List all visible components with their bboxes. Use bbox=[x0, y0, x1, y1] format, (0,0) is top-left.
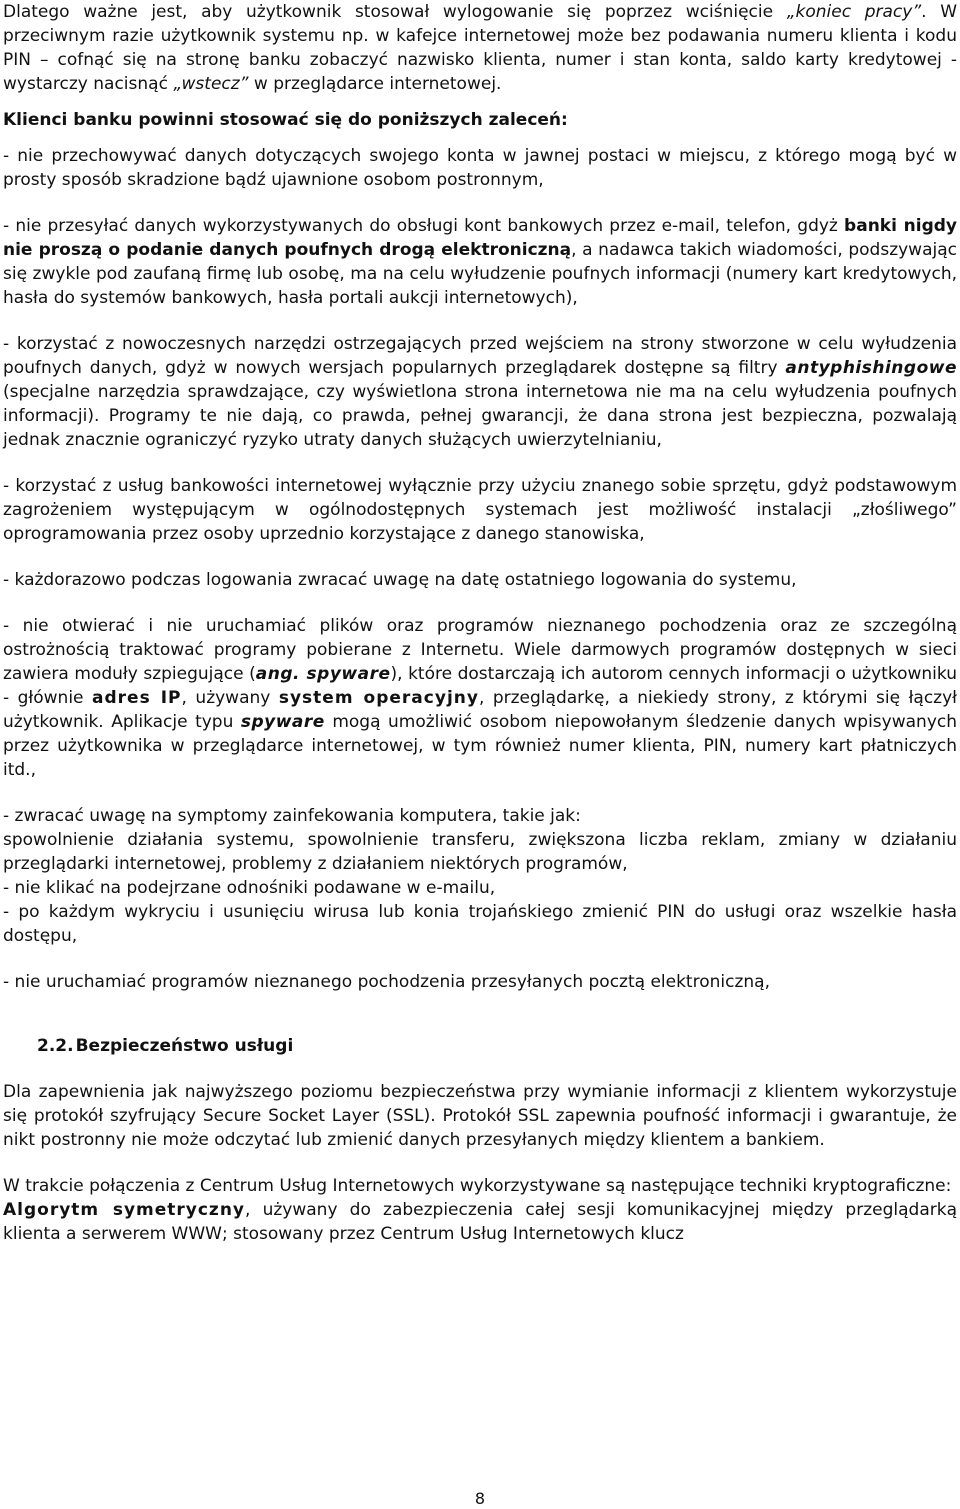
symptoms-list: spowolnienie działania systemu, spowolnienie transferu, zwiększona liczba reklam, zmiany w działaniu przeglądarki internetowej, problemy z działaniem niektórych programów, bbox=[3, 830, 957, 874]
text-run: . W przeciwnym razie użytkownik systemu np. w kafejce internetowej może bez podawania numeru klienta i kodu PIN – cofnąć się na stronę banku zobaczyć nazwisko klienta, numer i stan konta, saldo karty kredytowej - wystarczy nacisnąć bbox=[3, 2, 958, 94]
emphasis-adres-ip: adres IP bbox=[92, 688, 182, 708]
text-run: - nie otwierać i nie uruchamiać plików oraz programów nieznanego pochodzenia oraz ze szczególną ostrożnością traktować programy pobierane z Internetu. Wiele darmowych programów dostępnych w sieci zawiera moduły szpiegujące ( bbox=[3, 616, 957, 684]
paragraph-techniques: W trakcie połączenia z Centrum Usług Internetowych wykorzystywane są następujące techniki kryptograficzne: bbox=[3, 1176, 952, 1196]
text-run: ), które dostarczają ich autorom cennych informacji o użytkowniku - głównie bbox=[3, 664, 957, 708]
text-run: , przeglądarkę, a niekiedy strony, z którymi się łączył użytkownik. Aplikacje typu bbox=[3, 688, 958, 732]
text-run: - nie przesyłać danych wykorzystywanych do obsługi kont bankowych przez e-mail, telefon, gdyż bbox=[3, 216, 845, 236]
document-page bbox=[3, 0, 957, 1246]
text-run: mogą umożliwić osobom niepowołanym śledzenie danych wpisywanych przez użytkownika w przeglądarce internetowej, w tym również numer klienta, PIN, numery kart płatniczych itd., bbox=[3, 712, 958, 780]
quote-koniec-pracy: „koniec pracy” bbox=[786, 2, 922, 22]
text-run: (specjalne narzędzia sprawdzające, czy wyświetlona strona internetowa nie ma na celu wyłudzenia poufnych informacji). Programy te nie dają, co prawda, pełnej gwarancji, że dana strona jest bezpieczna, pozwalają jednak znacznie ograniczyć ryzyko utraty danych służących uwierzytelnianiu, bbox=[3, 382, 957, 450]
recommendation-item bbox=[3, 614, 957, 782]
text-run: , a nadawca takich wiadomości, podszywając się zwykle pod zaufaną firmę lub osobę, ma na celu wyłudzenie poufnych informacji (numery kart kredytowych, hasła do systemów bankowych, hasła portali aukcji internetowych), bbox=[3, 240, 957, 308]
recommendation-item bbox=[3, 332, 957, 452]
section-heading bbox=[37, 1034, 957, 1058]
recommendation-subitem: - nie klikać na podejrzane odnośniki podawane w e-mailu, bbox=[3, 878, 496, 898]
page-number: 8 bbox=[474, 1489, 486, 1508]
recommendation-subitem: - po każdym wykryciu i usunięciu wirusa lub konia trojańskiego zmienić PIN do usługi oraz wszelkie hasła dostępu, bbox=[3, 902, 957, 946]
emphasis-system-operacyjny: system operacyjny bbox=[278, 688, 479, 708]
recommendation-item: - zwracać uwagę na symptomy zainfekowania komputera, takie jak: bbox=[3, 806, 581, 826]
paragraph-logout bbox=[3, 0, 957, 96]
text-run: Dlatego ważne jest, aby użytkownik stosował wylogowanie się poprzez wciśnięcie bbox=[3, 2, 787, 22]
recommendation-item: - nie uruchamiać programów nieznanego pochodzenia przesyłanych pocztą elektroniczną, bbox=[3, 972, 770, 992]
emphasis-antyphishingowe: antyphishingowe bbox=[785, 358, 957, 378]
recommendation-item: - każdorazowo podczas logowania zwracać uwagę na datę ostatniego logowania do systemu, bbox=[3, 570, 797, 590]
paragraph-symmetric bbox=[3, 1198, 957, 1246]
paragraph-ssl: Dla zapewnienia jak najwyższego poziomu bezpieczeństwa przy wymianie informacji z klientem wykorzystuje się protokół szyfrujący Secure Socket Layer (SSL). Protokół SSL zapewnia poufność informacji i gwarantuje, że nikt postronny nie może odczytać lub zmienić danych przesyłanych między klientem a bankiem. bbox=[3, 1082, 957, 1150]
emphasis-banks-never-ask: banki nigdy nie proszą o podanie danych poufnych drogą elektroniczną bbox=[3, 216, 957, 260]
text-run: , używany do zabezpieczenia całej sesji komunikacyjnej między przeglądarką klienta a serwerem WWW; stosowany przez Centrum Usług Internetowych klucz bbox=[3, 1200, 957, 1244]
recommendation-item: - korzystać z usług bankowości internetowej wyłącznie przy użyciu znanego sobie sprzętu, gdyż podstawowym zagrożeniem występującym w ogólnodostępnych systemach jest możliwość instalacji „złośliwego” oprogramowania przez osoby uprzednio korzystające z danego stanowiska, bbox=[3, 476, 957, 544]
text-run: w przeglądarce internetowej. bbox=[248, 74, 502, 94]
emphasis-spyware: spyware bbox=[240, 712, 325, 732]
emphasis-algorytm-symetryczny: Algorytm symetryczny bbox=[3, 1200, 246, 1220]
section-title: Bezpieczeństwo usługi bbox=[75, 1036, 294, 1056]
section-number: 2.2. bbox=[37, 1036, 74, 1056]
recommendation-item bbox=[3, 214, 957, 310]
recommendation-item: - nie przechowywać danych dotyczących swojego konta w jawnej postaci w miejscu, z którego mogą być w prosty sposób skradzione bądź ujawnione osobom postronnym, bbox=[3, 146, 957, 190]
quote-wstecz: „wstecz” bbox=[173, 74, 249, 94]
text-run: , używany bbox=[181, 688, 279, 708]
text-run: - korzystać z nowoczesnych narzędzi ostrzegających przed wejściem na strony stworzone w celu wyłudzenia poufnych danych, gdyż w nowych wersjach popularnych przeglądarek dostępne są filtry bbox=[3, 334, 957, 378]
emphasis-ang-spyware: ang. spyware bbox=[255, 664, 391, 684]
recommendations-heading: Klienci banku powinni stosować się do poniższych zaleceń: bbox=[3, 110, 568, 130]
